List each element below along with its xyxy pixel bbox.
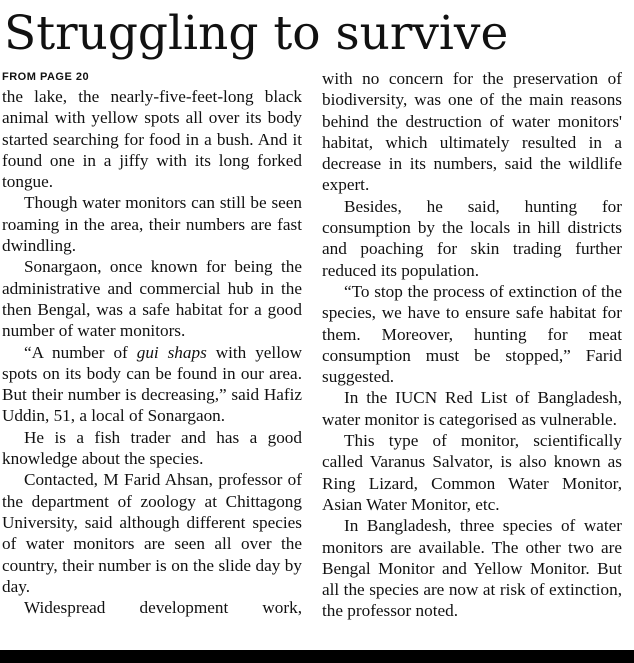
paragraph: Besides, he said, hunting for consumption by the locals in hill districts and poaching for skin trading further reduced its population. (322, 196, 622, 280)
paragraph: the lake, the nearly-five-feet-long black animal with yellow spots all over its body started searching for food in a bush. And it found one in a jiffy with its long forked tongue. (2, 87, 302, 192)
paragraph: He is a fish trader and has a good knowledge about the species. (2, 427, 302, 469)
left-column (2, 68, 302, 618)
paragraph: This type of monitor, scientifically called Varanus Salvator, is also known as Ring Lizard, Common Water Monitor, Asian Water Monitor, etc. (322, 431, 622, 514)
paragraph: In Bangladesh, three species of water monitors are available. The other two are Bengal Monitor and Yellow Monitor. But all the species are now at risk of extinction, the professor noted. (322, 516, 622, 621)
italic-term: gui shaps (136, 342, 207, 362)
scan-border (0, 650, 634, 663)
paragraph-quote (2, 342, 302, 427)
paragraph: “To stop the process of extinction of the species, we have to ensure safe habitat for them. Moreover, hunting for meat consumption must be stopped,” Farid suggested. (322, 281, 622, 387)
quote-text-after: with yellow spots on its body can be found in our area. But their number is decreasing,” said Hafiz Uddin, 51, a local of Sonargaon. (2, 342, 302, 426)
paragraph: Sonargaon, once known for being the administrative and commercial hub in the then Bengal, was a safe habitat for a good number of water monitors. (2, 257, 302, 341)
paragraph: Contacted, M Farid Ahsan, professor of the department of zoology at Chittagong University, said although different species of water monitors are seen all over the country, their number is on the slide day by day. (2, 470, 302, 596)
paragraph: Though water monitors can still be seen roaming in the area, their numbers are fast dwindling. (2, 193, 302, 256)
quote-text-before: “A number of (24, 342, 137, 362)
headline: Struggling to survive (4, 6, 509, 61)
jump-line: FROM PAGE 20 (2, 71, 90, 83)
paragraph: Widespread development work, (24, 598, 302, 618)
paragraph: In the IUCN Red List of Bangladesh, water monitor is categorised as vulnerable. (322, 388, 622, 429)
paragraph: with no concern for the preservation of biodiversity, was one of the main reasons behind the destruction of water monitors' habitat, which ultimately resulted in a decrease in its numbers, said the wildlife expert. (322, 69, 622, 195)
right-column (322, 68, 622, 622)
